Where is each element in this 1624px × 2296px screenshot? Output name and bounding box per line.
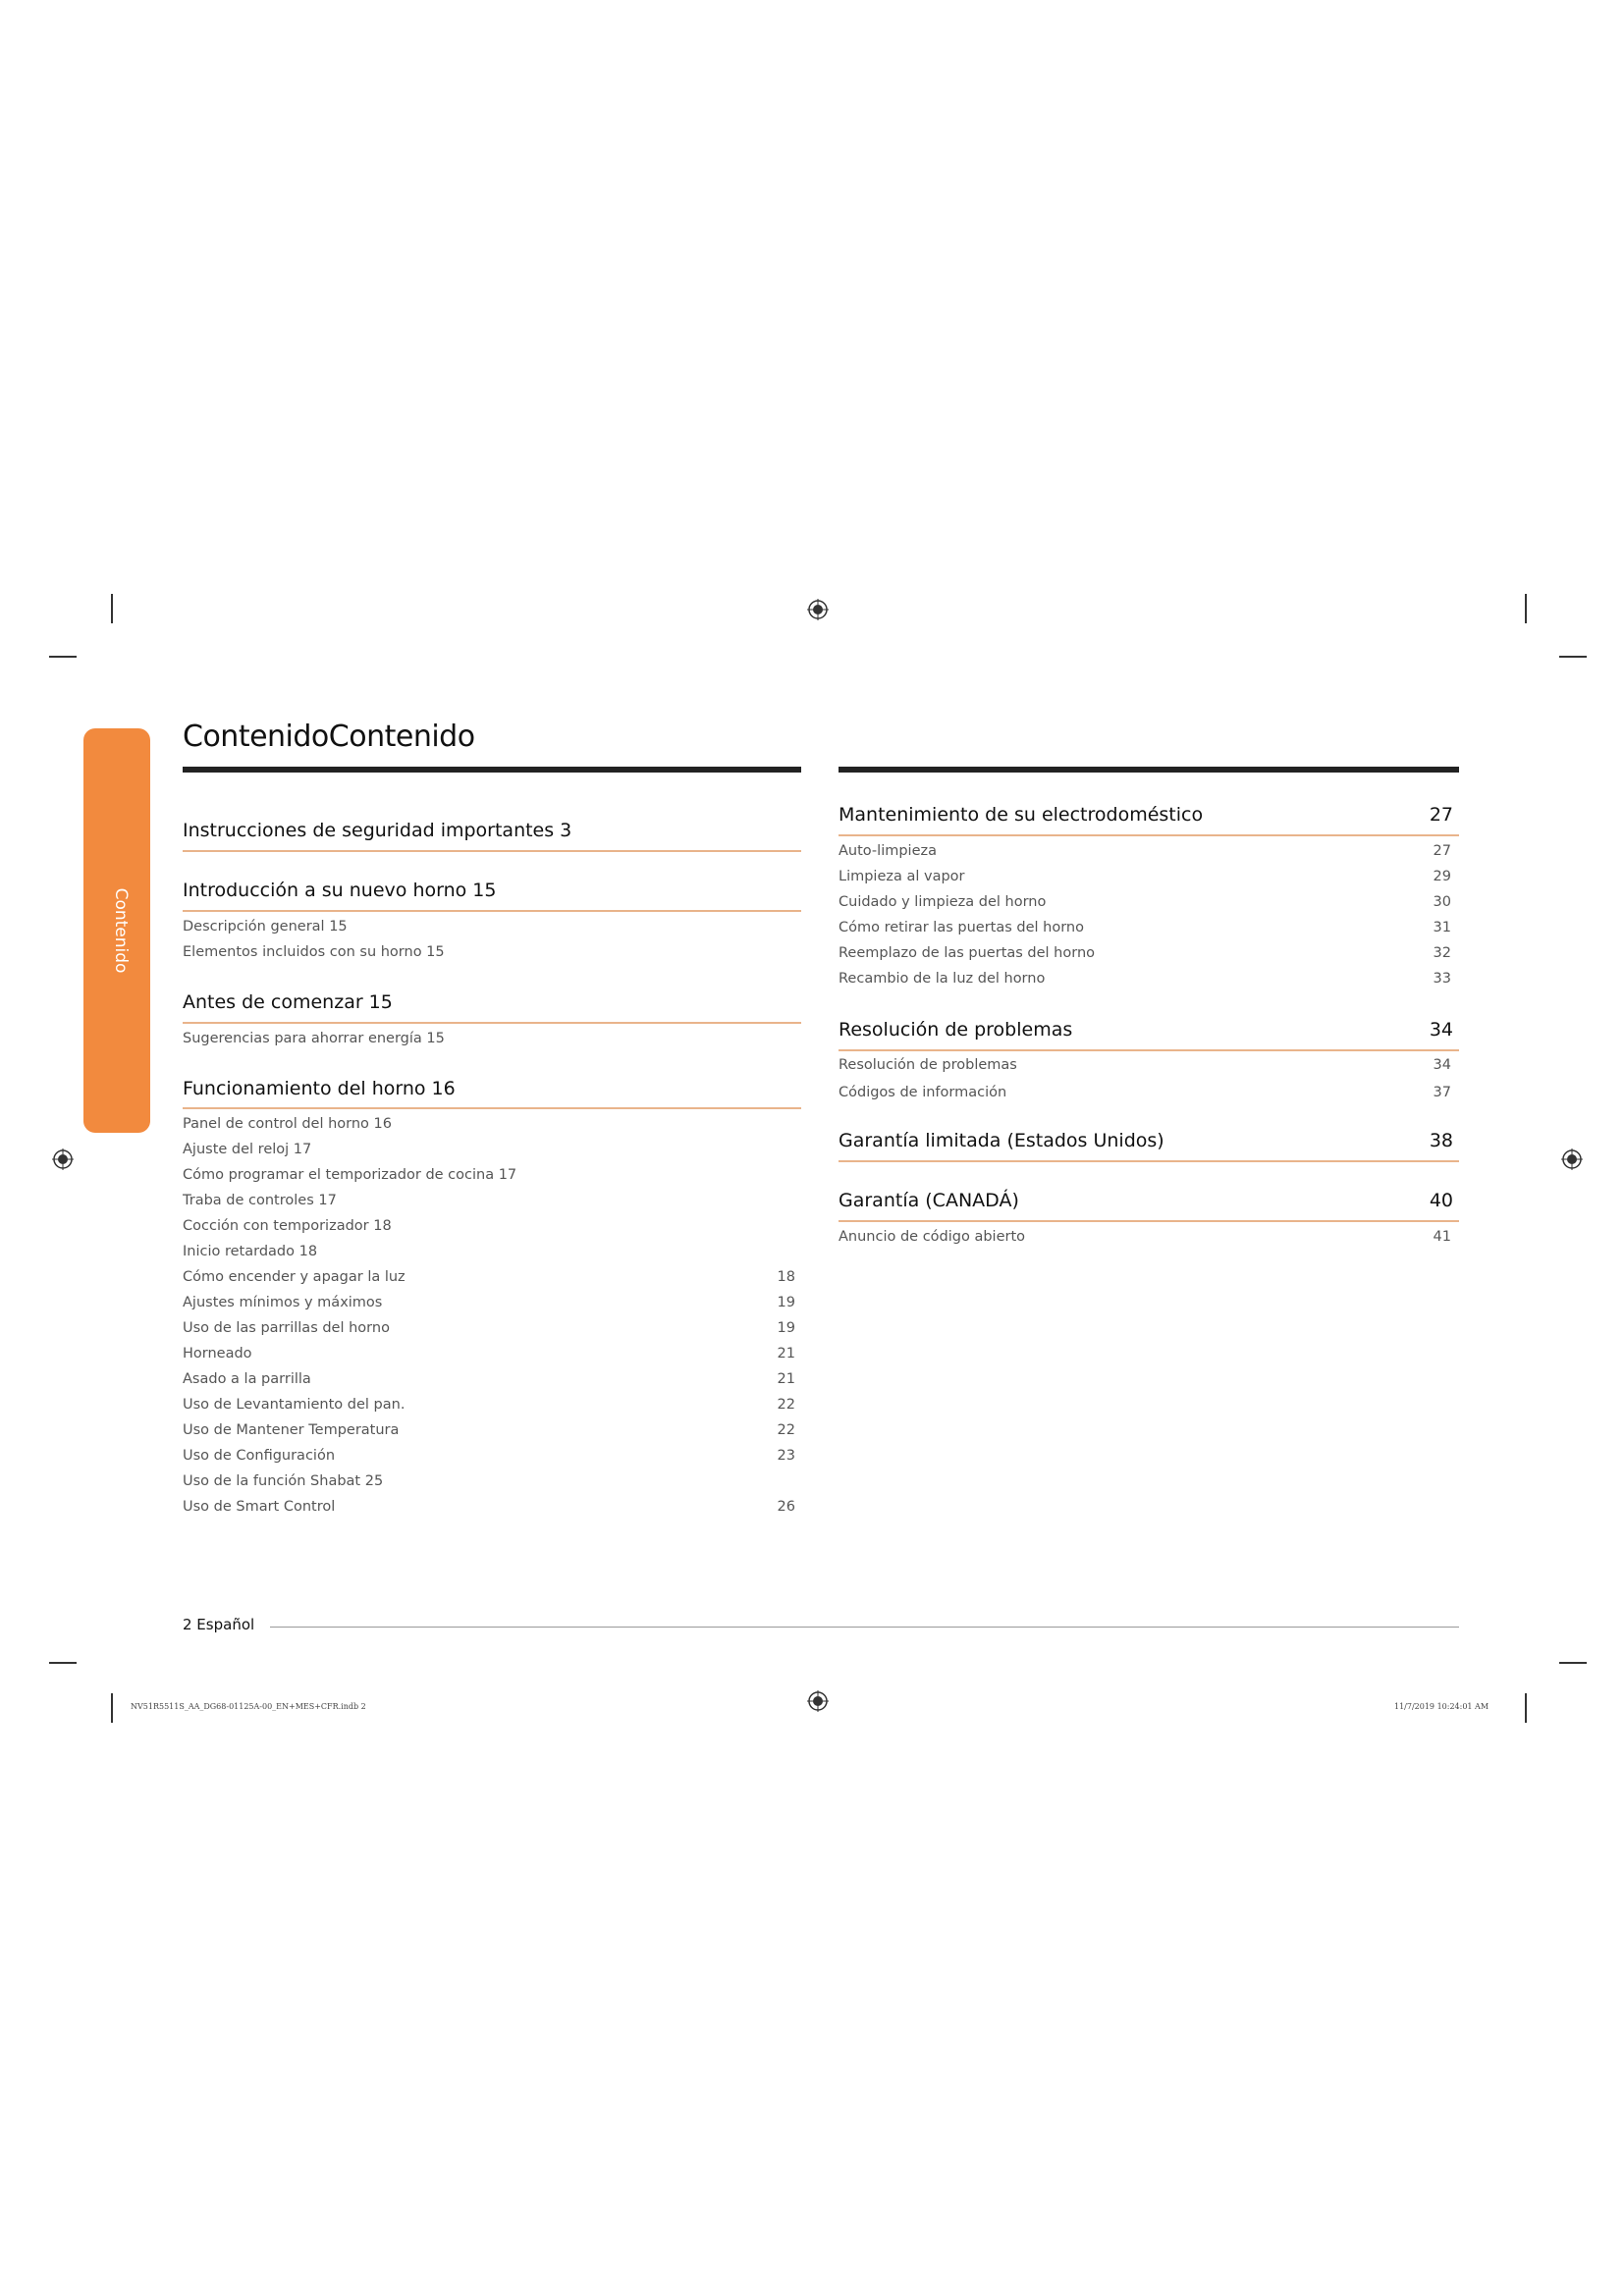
crop-mark-left-top	[49, 656, 77, 658]
toc-item-page: 18	[777, 1269, 795, 1285]
toc-item: Recambio de la luz del horno	[839, 971, 1046, 987]
toc-item: Uso de la función Shabat 25	[183, 1473, 384, 1489]
toc-item: Ajuste del reloj 17	[183, 1142, 312, 1157]
toc-item-page: 29	[1433, 869, 1451, 884]
crop-mark-top-right	[1525, 594, 1527, 623]
side-tab-label: Contenido	[111, 887, 131, 974]
section-rule	[839, 1160, 1459, 1162]
toc-item: Anuncio de código abierto	[839, 1229, 1026, 1245]
print-slug-left: NV51R5511S_AA_DG68-01125A-00_EN+MES+CFR.indb 2	[131, 1702, 366, 1711]
section-rule	[183, 1022, 801, 1024]
toc-item: Elementos incluidos con su horno 15	[183, 944, 445, 960]
section-heading: Resolución de problemas	[839, 1019, 1073, 1041]
toc-item-page: 22	[777, 1397, 795, 1413]
toc-item: Ajustes mínimos y máximos	[183, 1295, 383, 1310]
section-heading: Garantía limitada (Estados Unidos)	[839, 1130, 1164, 1151]
toc-item: Horneado	[183, 1346, 252, 1362]
toc-item: Uso de Smart Control	[183, 1499, 336, 1515]
toc-item: Traba de controles 17	[183, 1193, 337, 1208]
title-rule-right	[839, 767, 1459, 773]
registration-mark-icon	[1561, 1148, 1583, 1170]
toc-item-page: 22	[777, 1422, 795, 1438]
toc-item: Cómo retirar las puertas del horno	[839, 920, 1084, 935]
section-heading: Instrucciones de seguridad importantes 3	[183, 820, 572, 841]
toc-item: Cuidado y limpieza del horno	[839, 894, 1047, 910]
toc-item-page: 21	[777, 1346, 795, 1362]
section-rule	[839, 1049, 1459, 1051]
toc-item: Códigos de información	[839, 1085, 1007, 1100]
page-number: 2 Español	[183, 1616, 255, 1633]
section-page: 27	[1429, 804, 1453, 826]
section-heading: Introducción a su nuevo horno 15	[183, 880, 497, 901]
toc-item-page: 33	[1433, 971, 1451, 987]
toc-item: Asado a la parrilla	[183, 1371, 311, 1387]
toc-item: Descripción general 15	[183, 919, 348, 934]
registration-mark-icon	[807, 1690, 829, 1712]
crop-mark-top-left	[111, 594, 113, 623]
toc-item: Inicio retardado 18	[183, 1244, 318, 1259]
toc-item: Uso de Mantener Temperatura	[183, 1422, 400, 1438]
crop-mark-right-top	[1559, 656, 1587, 658]
section-page: 40	[1429, 1190, 1453, 1211]
title-rule-left	[183, 767, 801, 773]
toc-item: Cómo programar el temporizador de cocina 17	[183, 1167, 517, 1183]
toc-item-page: 30	[1433, 894, 1451, 910]
toc-item-page: 34	[1433, 1057, 1451, 1073]
section-rule	[839, 1220, 1459, 1222]
section-rule	[183, 910, 801, 912]
toc-item: Panel de control del horno 16	[183, 1116, 392, 1132]
crop-mark-right-bottom	[1559, 1662, 1587, 1664]
section-heading: Garantía (CANADÁ)	[839, 1190, 1019, 1211]
toc-item-page: 31	[1433, 920, 1451, 935]
section-rule	[183, 850, 801, 852]
page-title: ContenidoContenido	[183, 720, 475, 754]
section-page: 34	[1429, 1019, 1453, 1041]
section-rule	[183, 1107, 801, 1109]
toc-item: Cómo encender y apagar la luz	[183, 1269, 406, 1285]
toc-item: Uso de las parrillas del horno	[183, 1320, 390, 1336]
toc-item: Uso de Levantamiento del pan.	[183, 1397, 406, 1413]
section-page: 38	[1429, 1130, 1453, 1151]
toc-item-page: 19	[777, 1320, 795, 1336]
toc-item: Auto-limpieza	[839, 843, 937, 859]
registration-mark-icon	[52, 1148, 74, 1170]
toc-item: Cocción con temporizador 18	[183, 1218, 392, 1234]
toc-item: Sugerencias para ahorrar energía 15	[183, 1031, 445, 1046]
section-heading: Funcionamiento del horno 16	[183, 1078, 456, 1099]
crop-mark-bottom-left	[111, 1693, 113, 1723]
crop-mark-bottom-right	[1525, 1693, 1527, 1723]
toc-item-page: 37	[1433, 1085, 1451, 1100]
footer-rule	[270, 1627, 1459, 1628]
toc-item-page: 41	[1433, 1229, 1451, 1245]
section-heading: Mantenimiento de su electrodoméstico	[839, 804, 1204, 826]
toc-item-page: 19	[777, 1295, 795, 1310]
toc-item-page: 27	[1433, 843, 1451, 859]
toc-item: Limpieza al vapor	[839, 869, 965, 884]
toc-item-page: 26	[777, 1499, 795, 1515]
section-heading: Antes de comenzar 15	[183, 991, 393, 1013]
toc-item: Uso de Configuración	[183, 1448, 336, 1464]
toc-item-page: 21	[777, 1371, 795, 1387]
toc-item: Resolución de problemas	[839, 1057, 1017, 1073]
registration-mark-icon	[807, 599, 829, 620]
toc-item-page: 23	[777, 1448, 795, 1464]
section-rule	[839, 834, 1459, 836]
toc-item: Reemplazo de las puertas del horno	[839, 945, 1096, 961]
crop-mark-left-bottom	[49, 1662, 77, 1664]
toc-item-page: 32	[1433, 945, 1451, 961]
print-slug-right: 11/7/2019 10:24:01 AM	[1394, 1702, 1489, 1711]
